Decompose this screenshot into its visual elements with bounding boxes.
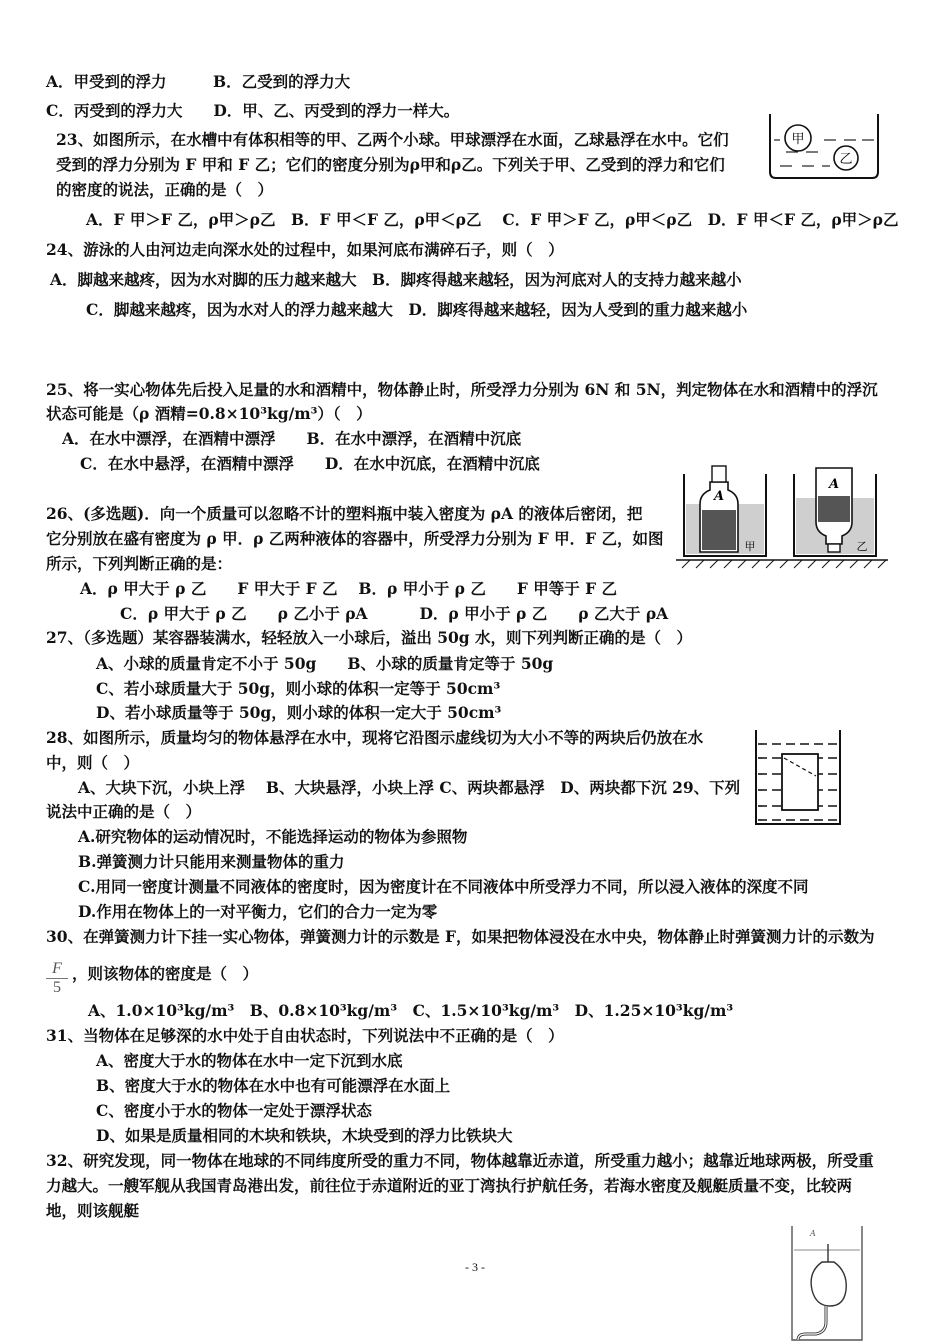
text-line: A．在水中漂浮，在酒精中漂浮 B．在水中漂浮，在酒精中沉底: [62, 429, 522, 448]
text-line: 所示，下列判断正确的是：: [46, 554, 233, 573]
fraction-numerator: F: [46, 960, 68, 979]
text-line: A、大块下沉，小块上浮 B、大块悬浮，小块上浮 C、两块都悬浮 D、两块都下沉 29、下列: [78, 778, 741, 797]
text-line: D、如果是质量相同的木块和铁块，木块受到的浮力比铁块大: [96, 1126, 513, 1145]
text-line: 28、如图所示，质量均匀的物体悬浮在水中，现将它沿图示虚线切为大小不等的两块后仍放在水: [46, 728, 704, 747]
text-line: C、密度小于水的物体一定处于漂浮状态: [96, 1101, 372, 1120]
ball-jia-label: 甲: [791, 132, 805, 147]
text-line: A．ρ 甲大于 ρ 乙 F 甲大于 F 乙 B．ρ 甲小于 ρ 乙 F 甲等于 F 乙: [80, 579, 618, 598]
text-line: ，则该物体的密度是（ ）: [72, 964, 259, 983]
figure-tank-two-balls: [766, 112, 882, 180]
text-line: A、小球的质量肯定不小于 50g B、小球的质量肯定等于 50g: [96, 654, 554, 673]
figure-tank-suspended-block: [752, 728, 846, 828]
text-line: 受到的浮力分别为 F 甲和 F 乙；它们的密度分别为ρ甲和ρ乙。下列关于甲、乙受到的浮力和它们: [56, 155, 725, 174]
text-line: 中，则（ ）: [46, 753, 140, 772]
text-line: C.用同一密度计测量不同液体的密度时，因为密度计在不同液体中所受浮力不同，所以浸入液体的深度不同: [78, 877, 809, 896]
ball-yi-label: 乙: [839, 152, 853, 167]
text-line: B.弹簧测力计只能用来测量物体的重力: [78, 852, 345, 871]
text-line: C、若小球质量大于 50g，则小球的体积一定等于 50cm³: [96, 679, 501, 698]
beaker-yi-label: 乙: [856, 540, 868, 553]
text-line: 31、当物体在足够深的水中处于自由状态时，下列说法中不正确的是（ ）: [46, 1026, 564, 1045]
text-line: 地，则该舰艇: [46, 1201, 140, 1220]
text-line: 23、如图所示，在水槽中有体积相等的甲、乙两个小球。甲球漂浮在水面，乙球悬浮在水中。它们: [56, 130, 729, 149]
text-line: 力越大。一艘军舰从我国青岛港出发，前往位于赤道附近的亚丁湾执行护航任务，若海水密度及舰艇质量不变，比较两: [46, 1176, 853, 1195]
flask-a-label: A: [810, 1229, 816, 1238]
text-line: A、1.0×10³kg/m³ B、0.8×10³kg/m³ C、1.5×10³kg/m³ D、1.25×10³kg/m³: [88, 1001, 734, 1020]
text-line: C．在水中悬浮，在酒精中漂浮 D．在水中沉底，在酒精中沉底: [80, 454, 540, 473]
text-line: 26、(多选题)．向一个质量可以忽略不计的塑料瓶中装入密度为 ρA 的液体后密闭，把: [46, 504, 643, 523]
figure-flask-tube: [786, 1222, 868, 1344]
text-line: C．丙受到的浮力大 D．甲、乙、丙受到的浮力一样大。: [46, 101, 460, 120]
bottle-b-label: A: [828, 477, 840, 492]
text-line: 状态可能是（ρ 酒精=0.8×10³kg/m³）（ ）: [46, 404, 372, 423]
text-line: 25、将一实心物体先后投入足量的水和酒精中，物体静止时，所受浮力分别为 6N 和 5N，判定物体在水和酒精中的浮沉: [46, 380, 878, 399]
text-line: 的密度的说法，正确的是（ ）: [56, 180, 274, 199]
text-line: 32、研究发现，同一物体在地球的不同纬度所受的重力不同，物体越靠近赤道，所受重力越小；越靠近地球两极，所受重: [46, 1151, 874, 1170]
fraction-denominator: 5: [53, 979, 61, 996]
text-line: 30、在弹簧测力计下挂一实心物体，弹簧测力计的示数是 F，如果把物体浸没在水中央，物体静止时弹簧测力计的示数为: [46, 927, 875, 946]
text-line: A．脚越来越疼，因为水对脚的压力越来越大 B．脚疼得越来越轻，因为河底对人的支持力越来越小: [50, 270, 742, 289]
text-line: D、若小球质量等于 50g，则小球的体积一定大于 50cm³: [96, 703, 502, 722]
text-line: 24、游泳的人由河边走向深水处的过程中，如果河底布满碎石子，则（ ）: [46, 240, 564, 259]
text-line: D.作用在物体上的一对平衡力，它们的合力一定为零: [78, 902, 438, 921]
text-line: A、密度大于水的物体在水中一定下沉到水底: [96, 1051, 403, 1070]
fraction-f-over-5: [46, 960, 68, 997]
beaker-jia-label: 甲: [744, 540, 756, 553]
text-line: 27、（多选题）某容器装满水，轻轻放入一小球后，溢出 50g 水，则下列判断正确的是（ ）: [46, 628, 693, 647]
figure-two-beakers-bottle: [676, 460, 888, 572]
page-number: - 3 -: [465, 1260, 485, 1274]
text-line: C．脚越来越疼，因为水对人的浮力越来越大 D．脚疼得越来越轻，因为人受到的重力越来越小: [86, 300, 748, 319]
bottle-a-label: A: [713, 489, 725, 504]
text-line: A．F 甲＞F 乙，ρ甲＞ρ乙 B．F 甲＜F 乙，ρ甲＜ρ乙 C．F 甲＞F 乙，ρ甲＜ρ乙 D．F 甲＜F 乙，ρ甲＞ρ乙: [86, 210, 899, 229]
text-line: C．ρ 甲大于 ρ 乙 ρ 乙小于 ρA D．ρ 甲小于 ρ 乙 ρ 乙大于 ρA: [120, 604, 669, 623]
text-line: A．甲受到的浮力 B．乙受到的浮力大: [46, 72, 351, 91]
text-line: 说法中正确的是（ ）: [46, 802, 202, 821]
text-line: B、密度大于水的物体在水中也有可能漂浮在水面上: [96, 1076, 451, 1095]
text-line: 它分别放在盛有密度为 ρ 甲．ρ 乙两种液体的容器中，所受浮力分别为 F 甲．F 乙，如图: [46, 529, 664, 548]
text-line: A.研究物体的运动情况时，不能选择运动的物体为参照物: [78, 827, 468, 846]
